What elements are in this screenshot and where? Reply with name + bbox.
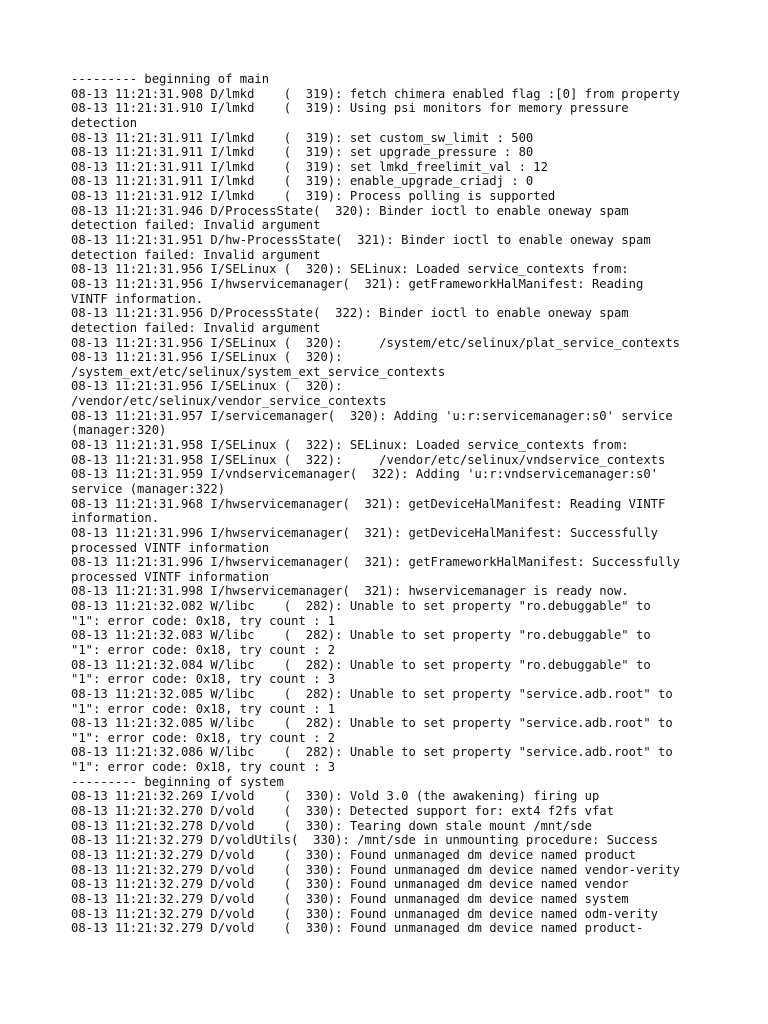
log-line: 08-13 11:21:31.911 I/lmkd ( 319): set custom_sw_limit : 500 — [71, 130, 534, 145]
log-line: 08-13 11:21:31.911 I/lmkd ( 319): set lmkd_freelimit_val : 12 — [71, 159, 548, 174]
log-line: 08-13 11:21:31.956 I/hwservicemanager( 321): getFrameworkHalManifest: Reading — [71, 276, 644, 291]
log-line: 08-13 11:21:31.908 D/lmkd ( 319): fetch chimera enabled flag :[0] from property — [71, 86, 681, 101]
log-line: 08-13 11:21:32.279 D/voldUtils( 330): /mnt/sde in unmounting procedure: Success — [71, 833, 658, 848]
log-line: processed VINTF information — [71, 569, 270, 584]
log-line: 08-13 11:21:32.083 W/libc ( 282): Unable to set property "ro.debuggable" to — [71, 628, 651, 643]
log-line: 08-13 11:21:31.911 I/lmkd ( 319): set upgrade_pressure : 80 — [71, 145, 534, 160]
log-line: 08-13 11:21:31.996 I/hwservicemanager( 321): getFrameworkHalManifest: Successfully — [71, 555, 681, 570]
log-line: 08-13 11:21:31.956 I/SELinux ( 320): SELinux: Loaded service_contexts from: — [71, 262, 629, 277]
log-line: 08-13 11:21:32.279 D/vold ( 330): Found unmanaged dm device named product- — [71, 921, 644, 936]
log-line: 08-13 11:21:32.270 D/vold ( 330): Detected support for: ext4 f2fs vfat — [71, 804, 614, 819]
log-line: 08-13 11:21:31.912 I/lmkd ( 319): Process polling is supported — [71, 189, 556, 204]
log-line: 08-13 11:21:32.279 D/vold ( 330): Found unmanaged dm device named odm-verity — [71, 906, 658, 921]
log-line: service (manager:322) — [71, 481, 226, 496]
log-line: 08-13 11:21:31.996 I/hwservicemanager( 321): getDeviceHalManifest: Successfully — [71, 525, 658, 540]
log-line: 08-13 11:21:31.956 I/SELinux ( 320): — [71, 379, 343, 394]
log-line: 08-13 11:21:32.269 I/vold ( 330): Vold 3.0 (the awakening) firing up — [71, 789, 600, 804]
log-line: 08-13 11:21:32.278 D/vold ( 330): Tearing down stale mount /mnt/sde — [71, 818, 592, 833]
log-line: 08-13 11:21:32.082 W/libc ( 282): Unable to set property "ro.debuggable" to — [71, 599, 651, 614]
log-line: 08-13 11:21:32.085 W/libc ( 282): Unable to set property "service.adb.root" to — [71, 716, 673, 731]
log-line: 08-13 11:21:31.910 I/lmkd ( 319): Using psi monitors for memory pressure — [71, 101, 629, 116]
log-line: "1": error code: 0x18, try count : 1 — [71, 701, 336, 716]
log-line: 08-13 11:21:31.946 D/ProcessState( 320): Binder ioctl to enable oneway spam — [71, 203, 629, 218]
log-line: 08-13 11:21:32.086 W/libc ( 282): Unable to set property "service.adb.root" to — [71, 745, 673, 760]
log-line: "1": error code: 0x18, try count : 3 — [71, 672, 336, 687]
log-line: "1": error code: 0x18, try count : 1 — [71, 613, 336, 628]
log-line: "1": error code: 0x18, try count : 2 — [71, 730, 336, 745]
log-line: 08-13 11:21:31.959 I/vndservicemanager( 322): Adding 'u:r:vndservicemanager:s0' — [71, 467, 658, 482]
log-line: /vendor/etc/selinux/vendor_service_contexts — [71, 394, 387, 409]
log-line: 08-13 11:21:31.958 I/SELinux ( 322): SELinux: Loaded service_contexts from: — [71, 438, 629, 453]
log-line: /system_ext/etc/selinux/system_ext_service_contexts — [71, 364, 446, 379]
log-line: 08-13 11:21:31.968 I/hwservicemanager( 321): getDeviceHalManifest: Reading VINTF — [71, 496, 666, 511]
log-line: 08-13 11:21:32.279 D/vold ( 330): Found unmanaged dm device named product — [71, 847, 636, 862]
log-line: 08-13 11:21:32.279 D/vold ( 330): Found unmanaged dm device named vendor-verity — [71, 862, 681, 877]
log-line: 08-13 11:21:31.956 D/ProcessState( 322): Binder ioctl to enable oneway spam — [71, 306, 629, 321]
log-line: information. — [71, 511, 160, 526]
log-line: 08-13 11:21:31.958 I/SELinux ( 322): /vendor/etc/selinux/vndservice_contexts — [71, 452, 666, 467]
log-line: 08-13 11:21:31.911 I/lmkd ( 319): enable_upgrade_criadj : 0 — [71, 174, 534, 189]
logcat-output — [71, 72, 680, 936]
log-line: detection failed: Invalid argument — [71, 247, 321, 262]
log-line: VINTF information. — [71, 291, 204, 306]
log-line: 08-13 11:21:32.084 W/libc ( 282): Unable to set property "ro.debuggable" to — [71, 657, 651, 672]
log-line: "1": error code: 0x18, try count : 3 — [71, 760, 336, 775]
log-line: 08-13 11:21:31.998 I/hwservicemanager( 321): hwservicemanager is ready now. — [71, 584, 629, 599]
log-line: 08-13 11:21:32.279 D/vold ( 330): Found unmanaged dm device named vendor — [71, 877, 629, 892]
log-line: --------- beginning of main — [71, 72, 270, 86]
log-line: processed VINTF information — [71, 540, 270, 555]
log-line: 08-13 11:21:31.956 I/SELinux ( 320): — [71, 350, 343, 365]
log-line: detection — [71, 115, 138, 130]
log-line: 08-13 11:21:32.279 D/vold ( 330): Found unmanaged dm device named system — [71, 891, 629, 906]
log-line: 08-13 11:21:32.085 W/libc ( 282): Unable to set property "service.adb.root" to — [71, 686, 673, 701]
log-line: 08-13 11:21:31.951 D/hw-ProcessState( 321): Binder ioctl to enable oneway spam — [71, 233, 651, 248]
log-line: (manager:320) — [71, 423, 167, 438]
log-line: --------- beginning of system — [71, 774, 284, 789]
log-line: detection failed: Invalid argument — [71, 218, 321, 233]
log-line: 08-13 11:21:31.957 I/servicemanager( 320): Adding 'u:r:servicemanager:s0' service — [71, 408, 673, 423]
log-line: detection failed: Invalid argument — [71, 320, 321, 335]
log-line: "1": error code: 0x18, try count : 2 — [71, 642, 336, 657]
log-line: 08-13 11:21:31.956 I/SELinux ( 320): /system/etc/selinux/plat_service_contexts — [71, 335, 681, 350]
